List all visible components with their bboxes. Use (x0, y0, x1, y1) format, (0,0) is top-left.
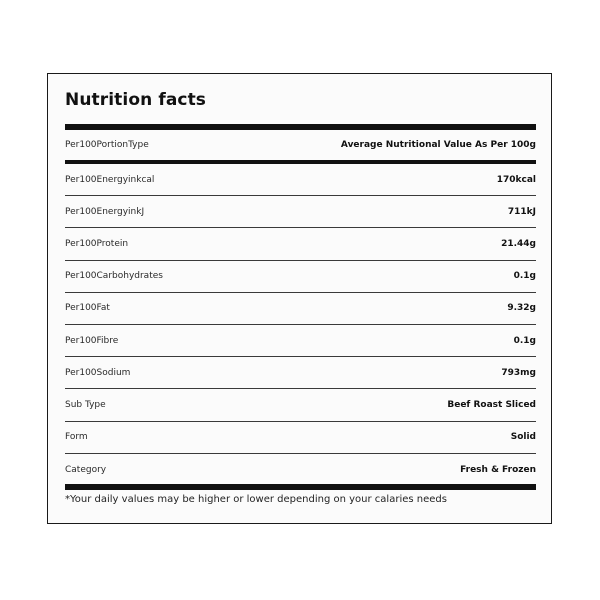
table-row (65, 196, 536, 228)
row-value: 170kcal (496, 174, 536, 185)
nutrition-rows (65, 164, 536, 486)
table-row (65, 325, 536, 357)
table-row (65, 228, 536, 260)
nutrition-facts-panel (47, 73, 552, 524)
row-label: Category (65, 464, 107, 475)
bottom-divider (65, 484, 536, 490)
row-value: Solid (510, 432, 536, 443)
row-value: 793mg (501, 367, 536, 378)
row-label: Per100Sodium (65, 367, 131, 378)
nutrition-facts-title: Nutrition facts (65, 90, 207, 110)
table-row (65, 293, 536, 325)
table-row (65, 389, 536, 421)
portion-type-label: Per100PortionType (65, 140, 149, 150)
row-value: 9.32g (507, 303, 536, 314)
row-value: Fresh & Frozen (460, 464, 536, 475)
daily-values-footnote: *Your daily values may be higher or lower depending on your calaries needs (65, 494, 447, 505)
row-label: Sub Type (65, 399, 106, 410)
row-value: 21.44g (501, 238, 536, 249)
row-label: Per100Carbohydrates (65, 271, 163, 282)
table-row (65, 422, 536, 454)
row-value: 711kJ (507, 206, 536, 217)
row-value: Beef Roast Sliced (447, 399, 536, 410)
table-row (65, 164, 536, 196)
row-label: Per100Fat (65, 303, 110, 314)
row-label: Per100Energyinkcal (65, 174, 155, 185)
row-label: Form (65, 432, 88, 443)
header-section (65, 130, 536, 160)
row-value: 0.1g (513, 271, 536, 282)
row-label: Per100EnergyinkJ (65, 206, 145, 217)
portion-type-row (65, 130, 536, 160)
row-value: 0.1g (513, 335, 536, 346)
row-label: Per100Fibre (65, 335, 119, 346)
table-row (65, 261, 536, 293)
table-row (65, 357, 536, 389)
table-row (65, 454, 536, 486)
row-label: Per100Protein (65, 238, 129, 249)
portion-type-value: Average Nutritional Value As Per 100g (340, 140, 536, 150)
